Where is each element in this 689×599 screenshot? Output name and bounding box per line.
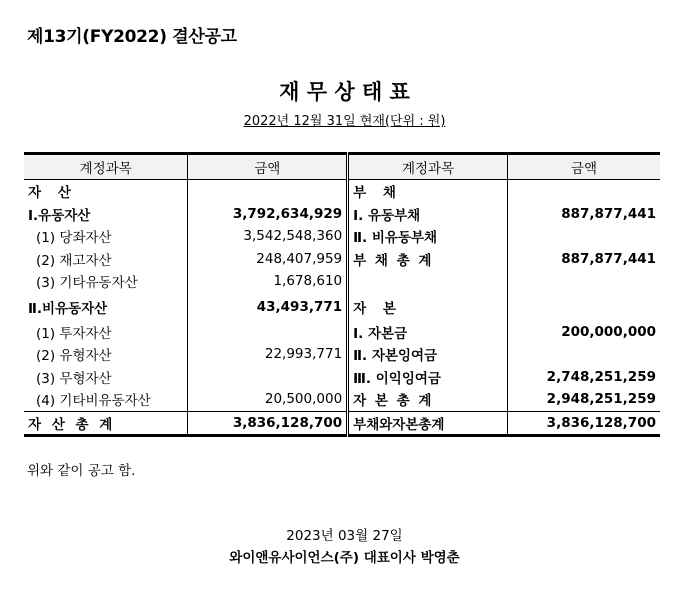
amount-cell <box>188 180 348 203</box>
table-header-row <box>24 154 660 180</box>
amount-cell: 887,877,441 <box>561 205 656 222</box>
amount-cell: 887,877,441 <box>561 250 656 267</box>
amount-cell: 43,493,771 <box>256 298 343 315</box>
amount-cell <box>507 180 660 203</box>
table-row <box>24 225 660 248</box>
account-label: (1) 투자자산 <box>24 321 188 344</box>
amount-cell <box>188 366 348 389</box>
account-label: (3) 무형자산 <box>24 366 188 389</box>
total-assets-amount: 3,836,128,700 <box>188 411 348 436</box>
table-total-row <box>24 411 660 436</box>
account-label <box>348 270 508 293</box>
table-row <box>24 270 660 293</box>
total-assets-label: 자 산 총 계 <box>24 411 188 436</box>
total-liabilities-equity-amount: 3,836,128,700 <box>507 411 660 436</box>
account-label: (3) 기타유동자산 <box>24 270 188 293</box>
amount-cell: 20,500,000 <box>264 391 343 408</box>
section-label-liabilities: 부 채 <box>348 180 508 203</box>
account-label: Ⅱ. 자본잉여금 <box>348 343 508 366</box>
table-row <box>24 248 660 271</box>
section-label-equity: 자 본 <box>348 293 508 321</box>
table-row <box>24 388 660 411</box>
amount-cell: 3,542,548,360 <box>243 228 343 245</box>
account-label: Ⅱ.비유동자산 <box>24 293 188 321</box>
account-label: (1) 당좌자산 <box>24 225 188 248</box>
account-label: (2) 유형자산 <box>24 343 188 366</box>
document-title: 재 무 상 태 표 <box>279 80 410 104</box>
table-row <box>24 343 660 366</box>
amount-cell: 3,792,634,929 <box>232 205 343 222</box>
amount-cell: 2,748,251,259 <box>546 368 656 385</box>
table-row <box>24 293 660 321</box>
balance-sheet-table <box>24 152 660 437</box>
account-label: Ⅲ. 이익잉여금 <box>348 366 508 389</box>
statement-date <box>0 110 689 129</box>
account-label: 자 본 총 계 <box>348 388 508 411</box>
amount-cell: 2,948,251,259 <box>546 391 656 408</box>
notice-title: 제13기(FY2022) 결산공고 <box>27 27 237 47</box>
account-label: Ⅰ. 자본금 <box>348 321 508 344</box>
column-header-account-right: 계정과목 <box>348 154 508 180</box>
account-label: (2) 재고자산 <box>24 248 188 271</box>
statement-date-text: 2022년 12월 31일 현재(단위 : 원) <box>243 114 446 129</box>
account-label: Ⅱ. 비유동부채 <box>348 225 508 248</box>
table-row <box>24 366 660 389</box>
account-label: (4) 기타비유동자산 <box>24 388 188 411</box>
amount-cell: 200,000,000 <box>561 323 656 340</box>
amount-cell <box>507 343 660 366</box>
total-liabilities-equity-label: 부채와자본총계 <box>348 411 508 436</box>
section-label-assets: 자 산 <box>24 180 188 203</box>
amount-cell: 1,678,610 <box>273 273 343 290</box>
column-header-account-left: 계정과목 <box>24 154 188 180</box>
table-row <box>24 321 660 344</box>
amount-cell: 248,407,959 <box>256 250 343 267</box>
amount-cell <box>188 321 348 344</box>
column-header-amount-right: 금액 <box>507 154 660 180</box>
amount-cell <box>507 270 660 293</box>
column-header-amount-left: 금액 <box>188 154 348 180</box>
amount-cell <box>507 225 660 248</box>
account-label: Ⅰ.유동자산 <box>24 203 188 226</box>
account-label: Ⅰ. 유동부채 <box>348 203 508 226</box>
closing-statement: 위와 같이 공고 함. <box>27 463 136 479</box>
table-row <box>24 203 660 226</box>
signatory: 와이앤유사이언스(주) 대표이사 박영춘 <box>229 550 460 566</box>
amount-cell: 22,993,771 <box>264 346 343 363</box>
table-row <box>24 180 660 203</box>
signature-date: 2023년 03월 27일 <box>286 528 403 544</box>
account-label: 부 채 총 계 <box>348 248 508 271</box>
amount-cell <box>507 293 660 321</box>
